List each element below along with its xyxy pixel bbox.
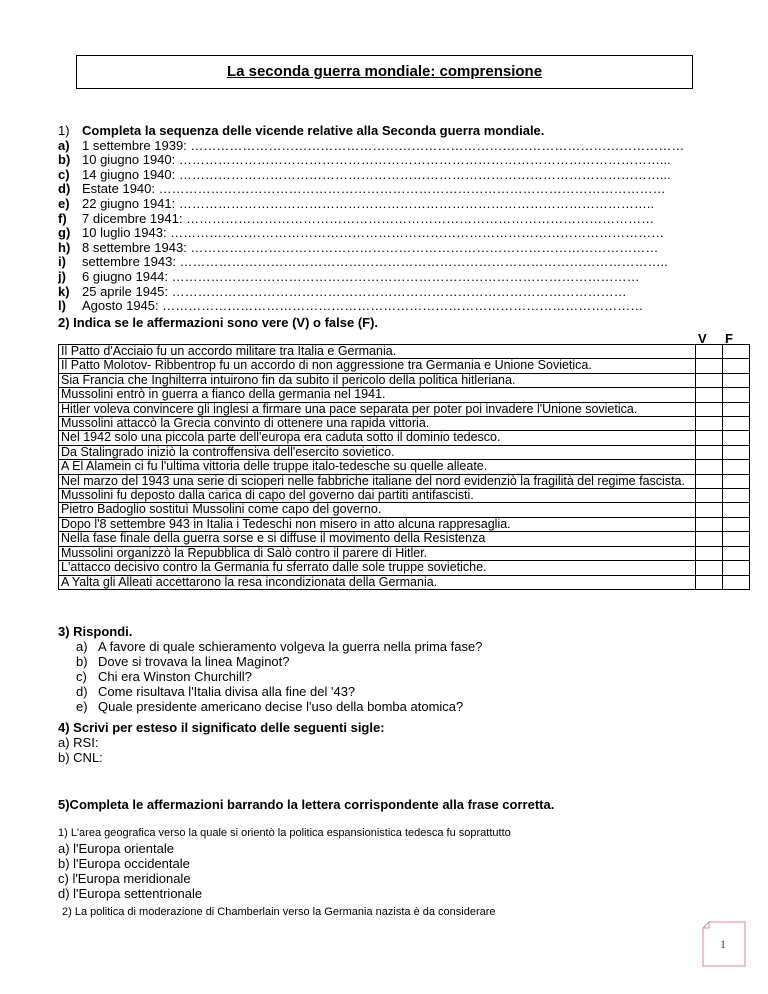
item-label: i) — [58, 255, 66, 270]
statement-cell: L'attacco decisivo contro la Germania fu sferrato dalle sole truppe sovietiche. — [59, 561, 696, 575]
statement-cell: Mussolini fu deposto dalla carica di capo del governo dai partiti antifascisti. — [59, 489, 696, 503]
statement-cell: A Yalta gli Alleati accettarono la resa incondizionata della Germania. — [59, 575, 696, 589]
answer-cell-v[interactable] — [696, 474, 723, 488]
list-item — [58, 285, 698, 300]
table-row — [59, 575, 750, 589]
table-row — [59, 489, 750, 503]
section-5-question-2: 2) La politica di moderazione di Chamberlain verso la Germania nazista è da considerare — [62, 906, 496, 918]
answer-cell-v[interactable] — [696, 460, 723, 474]
section-1 — [58, 124, 698, 314]
answer-cell-v[interactable] — [696, 546, 723, 560]
table-row — [59, 417, 750, 431]
true-false-table — [58, 344, 750, 590]
answer-cell-f[interactable] — [723, 546, 750, 560]
answer-cell-v[interactable] — [696, 532, 723, 546]
answer-cell-v[interactable] — [696, 517, 723, 531]
statement-cell: Il Patto Molotov- Ribbentrop fu un accordo di non aggressione tra Germania e Unione Sovietica. — [59, 359, 696, 373]
option-item: d) l'Europa settentrionale — [58, 886, 203, 901]
option-item: a) l'Europa orientale — [58, 841, 174, 856]
question-text: Quale presidente americano decise l'uso della bomba atomica? — [98, 699, 464, 714]
question-text: Come risultava l'Italia divisa alla fine del '43? — [98, 684, 356, 699]
section-2-heading: 2) Indica se le affermazioni sono vere (V) o false (F). — [58, 315, 379, 330]
answer-cell-f[interactable] — [723, 561, 750, 575]
item-label: g) — [58, 226, 71, 241]
answer-cell-f[interactable] — [723, 402, 750, 416]
answer-cell-f[interactable] — [723, 388, 750, 402]
list-item — [58, 270, 698, 285]
item-label: d) — [58, 182, 71, 197]
item-text: Agosto 1945: ………………………………………………………………………………………………… — [82, 299, 644, 314]
section-5 — [58, 797, 554, 812]
statement-cell: Mussolini attaccò la Grecia convinto di ottenere una rapida vittoria. — [59, 417, 696, 431]
option-item: c) l'Europa meridionale — [58, 871, 191, 886]
question-text: Chi era Winston Churchill? — [98, 669, 252, 684]
item-label: b) — [58, 153, 71, 168]
answer-cell-v[interactable] — [696, 373, 723, 387]
answer-cell-f[interactable] — [723, 460, 750, 474]
table-row — [59, 517, 750, 531]
answer-cell-v[interactable] — [696, 417, 723, 431]
question-label: e) — [76, 699, 88, 714]
table-row — [59, 474, 750, 488]
answer-cell-v[interactable] — [696, 503, 723, 517]
page-number-badge — [701, 920, 747, 968]
statement-cell: Il Patto d'Acciaio fu un accordo militare tra Italia e Germania. — [59, 345, 696, 359]
statement-cell: Mussolini entrò in guerra a fianco della germania nel 1941. — [59, 388, 696, 402]
item-label: l) — [58, 299, 66, 314]
table-row — [59, 546, 750, 560]
section-1-number: 1) — [58, 124, 70, 138]
statement-cell: Hitler voleva convincere gli inglesi a firmare una pace separata per poter poi invadere l'Unione sovietica. — [59, 402, 696, 416]
question-label: b) — [76, 654, 88, 669]
table-row — [59, 431, 750, 445]
answer-cell-f[interactable] — [723, 373, 750, 387]
list-item — [58, 197, 698, 212]
table-row — [59, 373, 750, 387]
statement-cell: Nel 1942 solo una piccola parte dell'europa era caduta sotto il dominio tedesco. — [59, 431, 696, 445]
section-5-options — [58, 841, 202, 901]
answer-cell-v[interactable] — [696, 402, 723, 416]
table-row — [59, 460, 750, 474]
answer-cell-v[interactable] — [696, 359, 723, 373]
statement-cell: Da Stalingrado iniziò la controffensiva dell'esercito sovietico. — [59, 445, 696, 459]
answer-cell-v[interactable] — [696, 345, 723, 359]
item-text: 8 settembre 1943: ……………………………………………………………………………………………… — [82, 240, 659, 255]
question-label: d) — [76, 684, 88, 699]
answer-cell-f[interactable] — [723, 575, 750, 589]
section-1-heading — [58, 124, 698, 139]
section-4-heading: 4) Scrivi per esteso il significato delle seguenti sigle: — [58, 720, 385, 735]
question-item — [76, 699, 482, 714]
list-item — [58, 299, 698, 314]
answer-cell-v[interactable] — [696, 445, 723, 459]
answer-cell-f[interactable] — [723, 489, 750, 503]
answer-cell-f[interactable] — [723, 517, 750, 531]
list-item — [58, 241, 698, 256]
list-item — [58, 182, 698, 197]
question-label: a) — [76, 639, 88, 654]
statement-cell: Sia Francia che Inghilterra intuirono fin da subito il pericolo della politica hitleriana. — [59, 373, 696, 387]
question-item — [76, 639, 482, 654]
table-row — [59, 402, 750, 416]
answer-cell-f[interactable] — [723, 359, 750, 373]
item-text: 22 giugno 1941: ……………………………………………………………………………………………….. — [82, 196, 655, 211]
question-item — [76, 684, 482, 699]
section-5-question-1: 1) L'area geografica verso la quale si orientò la politica espansionistica tedesca fu soprattutto — [58, 827, 511, 839]
item-text: 25 aprile 1945: …………………………………………………………………………………………… — [82, 284, 627, 299]
answer-cell-f[interactable] — [723, 503, 750, 517]
item-label: j) — [58, 269, 66, 284]
question-item — [76, 669, 482, 684]
list-item — [58, 255, 698, 270]
table-row — [59, 388, 750, 402]
list-item — [58, 153, 698, 168]
statement-cell: Nella fase finale della guerra sorse e si diffuse il movimento della Resistenza — [59, 532, 696, 546]
item-text: 10 giugno 1940: …………………………………………………………………………………………………... — [82, 153, 671, 168]
item-text: 10 luglio 1943: …………………………………………………………………………………………………… — [82, 226, 665, 241]
statement-cell: A El Alamein ci fu l'ultima vittoria delle truppe italo-tedesche su quelle alleate. — [59, 460, 696, 474]
section-3 — [58, 624, 482, 714]
question-item — [76, 654, 482, 669]
item-label: f) — [58, 211, 67, 226]
answer-cell-v[interactable] — [696, 575, 723, 589]
acronym-item: a) RSI: — [58, 735, 99, 750]
column-f-header: F — [725, 331, 733, 346]
item-label: c) — [58, 167, 70, 182]
column-v-header: V — [698, 331, 707, 346]
answer-cell-v[interactable] — [696, 431, 723, 445]
item-text: 14 giugno 1940: …………………………………………………………………………………………………... — [82, 167, 671, 182]
item-label: h) — [58, 240, 71, 255]
list-item — [58, 139, 698, 154]
list-item — [58, 168, 698, 183]
item-text: 1 settembre 1939: …………………………………………………………………………………………………… — [82, 138, 685, 153]
answer-cell-f[interactable] — [723, 417, 750, 431]
table-row — [59, 561, 750, 575]
item-label: e) — [58, 196, 70, 211]
table-row — [59, 445, 750, 459]
table-row — [59, 503, 750, 517]
question-text: Dove si trovava la linea Maginot? — [98, 654, 290, 669]
answer-cell-f[interactable] — [723, 474, 750, 488]
page-number: 1 — [720, 937, 726, 951]
statement-cell: Nel marzo del 1943 una serie di scioperi nelle fabbriche italiane del nord evidenziò la fragilità del regime fascista. — [59, 474, 696, 488]
answer-cell-v[interactable] — [696, 388, 723, 402]
table-row — [59, 532, 750, 546]
item-text: Estate 1940: ……………………………………………………………………………………………………… — [82, 182, 666, 197]
statement-cell: Mussolini organizzò la Repubblica di Salò contro il parere di Hitler. — [59, 546, 696, 560]
acronym-item: b) CNL: — [58, 750, 103, 765]
answer-cell-v[interactable] — [696, 489, 723, 503]
item-text: 6 giugno 1944: ……………………………………………………………………………………………… — [82, 269, 640, 284]
answer-cell-f[interactable] — [723, 532, 750, 546]
table-row — [59, 359, 750, 373]
table-row — [59, 345, 750, 359]
item-text: settembre 1943: ………………………………………………………………………………………………….. — [82, 255, 668, 270]
answer-cell-f[interactable] — [723, 431, 750, 445]
section-3-heading: 3) Rispondi. — [58, 624, 133, 639]
question-text: A favore di quale schieramento volgeva la guerra nella prima fase? — [98, 639, 483, 654]
statement-cell: Dopo l'8 settembre 943 in Italia i Tedeschi non misero in atto alcuna rappresaglia. — [59, 517, 696, 531]
statement-cell: Pietro Badoglio sostituì Mussolini come capo del governo. — [59, 503, 696, 517]
section-5-heading: 5)Completa le affermazioni barrando la lettera corrispondente alla frase corretta. — [58, 797, 555, 812]
answer-cell-v[interactable] — [696, 561, 723, 575]
item-label: k) — [58, 284, 70, 299]
list-item — [58, 212, 698, 227]
section-1-heading-text: Completa la sequenza delle vicende relative alla Seconda guerra mondiale. — [82, 124, 545, 138]
answer-cell-f[interactable] — [723, 445, 750, 459]
question-label: c) — [76, 669, 87, 684]
item-text: 7 dicembre 1941: ……………………………………………………………………………………………… — [82, 211, 655, 226]
list-item — [58, 226, 698, 241]
item-label: a) — [58, 138, 70, 153]
page-title: La seconda guerra mondiale: comprensione — [76, 55, 693, 89]
answer-cell-f[interactable] — [723, 345, 750, 359]
section-4 — [58, 720, 385, 765]
option-item: b) l'Europa occidentale — [58, 856, 190, 871]
